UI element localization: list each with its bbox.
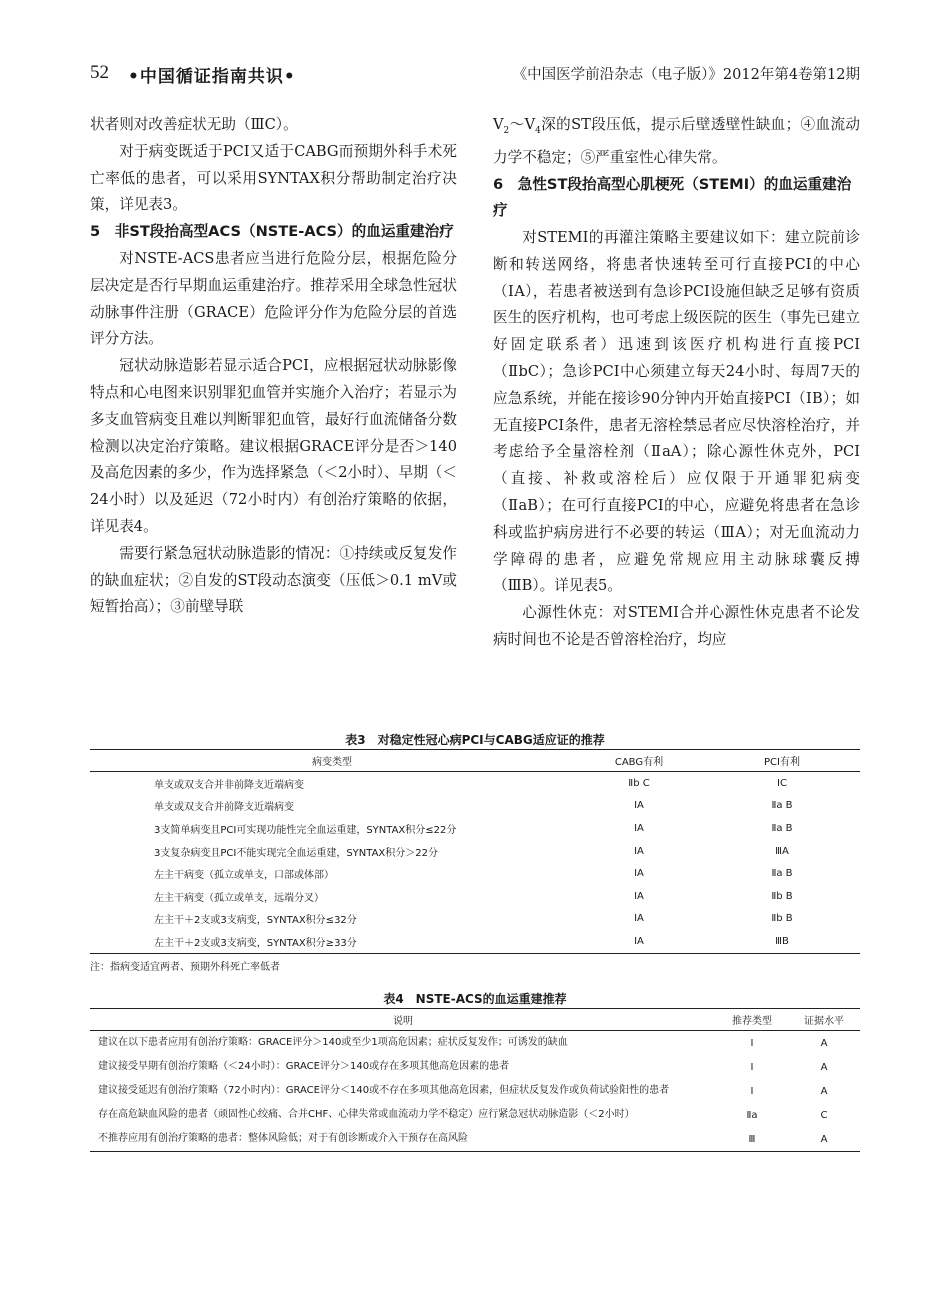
column-header: PCI有利: [764, 757, 800, 768]
column-header: 证据水平: [804, 1016, 844, 1027]
journal-citation: 《中国医学前沿杂志（电子版）》2012年第4卷第12期: [512, 67, 860, 83]
paragraph: 对STEMI的再灌注策略主要建议如下：建立院前诊断和转送网络，将患者快速转至可行直接PCI的中心（ⅠA），若患者被送到有急诊PCI设施但缺乏足够有资质医生的医疗机构，也可考虑上级医院的医生（事先已建立好固定联系者）迅速到该医疗机构进行直接PCI（ⅡbC）；急诊PCI中心须建立每天24小时、每周7天的应急系统，并能在接诊90分钟内开始直接PCI（ⅠB）；如无直接PCI条件，患者无溶栓禁忌者应尽快溶栓治疗，并考虑给予全量溶栓剂（ⅡaA）；除心源性休克外，PCI（直接、补救或溶栓后）应仅限于开通罪犯病变（ⅡaB）；在可行直接PCI的中心，应避免将患者在急诊科或监护病房进行不必要的转运（ⅢA）；对无血流动力学障碍的患者，应避免常规应用主动脉球囊反搏（ⅢB）。详见表5。: [493, 229, 860, 595]
table-row: 左主干＋2支或3支病变，SYNTAX积分≤32分 ⅠA Ⅱb B: [154, 913, 793, 927]
table-row: 存在高危缺血风险的患者（顽固性心绞痛、合并CHF、心律失常或血流动力学不稳定）应行紧急冠状动脉造影（＜2小时） Ⅱa C: [98, 1109, 828, 1121]
paragraph: 对NSTE-ACS患者应当进行危险分层，根据危险分层决定是否行早期血运重建治疗。推荐采用全球急性冠状动脉事件注册（GRACE）危险评分作为危险分层的首选评分方法。: [90, 249, 457, 348]
column-header: 说明: [393, 1016, 413, 1027]
table-row: 建议接受延迟有创治疗策略（72小时内）：GRACE评分＜140或不存在多项其他高危因素，但症状反复发作或负荷试验阳性的患者 Ⅰ A: [98, 1085, 828, 1097]
section-heading-5: 5 非ST段抬高型ACS（NSTE-ACS）的血运重建治疗: [90, 223, 454, 241]
table-note: 注：指病变适宜两者、预期外科死亡率低者: [90, 961, 280, 973]
table-3: [90, 731, 860, 973]
left-column: [90, 112, 457, 621]
table-row: 建议在以下患者应用有创治疗策略：GRACE评分＞140或至少1项高危因素；症状反复发作；可诱发的缺血 Ⅰ A: [98, 1037, 828, 1049]
section-heading-6: 6 急性ST段抬高型心肌梗死（STEMI）的血运重建治疗: [493, 175, 852, 220]
table-caption: 表3 对稳定性冠心病PCI与CABG适应证的推荐: [345, 733, 605, 747]
table-row: 3支简单病变且PCI可实现功能性完全血运重建，SYNTAX积分≤22分 ⅠA Ⅱa B: [154, 822, 793, 836]
right-column: [493, 112, 860, 654]
section-title: •中国循证指南共识•: [128, 67, 296, 87]
column-header: CABG有利: [614, 757, 664, 768]
paragraph: 状者则对改善症状无助（ⅢC）。: [90, 116, 298, 133]
page-number: 52: [90, 62, 109, 83]
paragraph: 对于病变既适于PCI又适于CABG而预期外科手术死亡率低的患者，可以采用SYNTAX积分帮助制定治疗决策，详见表3。: [90, 142, 457, 214]
table-row: 左主干病变（孤立或单支，远端分叉） ⅠA Ⅱb B: [154, 890, 793, 904]
table-header-row: [90, 750, 860, 772]
table-row: 左主干＋2支或3支病变，SYNTAX积分≥33分 ⅠA ⅢB: [90, 930, 860, 953]
column-header: 推荐类型: [732, 1016, 772, 1027]
paragraph: 冠状动脉造影若显示适合PCI，应根据冠状动脉影像特点和心电图来识别罪犯血管并实施介入治疗；若显示为多支血管病变且难以判断罪犯血管，最好行血流储备分数检测以决定治疗策略。建议根据GRACE评分是否＞140及高危因素的多少，作为选择紧急（＜2小时）、早期（＜24小时）以及延迟（72小时内）有创治疗策略的依据，详见表4。: [90, 357, 457, 535]
table-row: 单支或双支合并非前降支近端病变 Ⅱb C ⅠC: [154, 777, 787, 791]
table-header-row: [90, 1009, 860, 1031]
table-row: 3支复杂病变且PCI不能实现完全血运重建，SYNTAX积分＞22分 ⅠA ⅢA: [154, 845, 789, 859]
table-row: 不推荐应用有创治疗策略的患者：整体风险低；对于有创诊断或介入干预存在高风险 Ⅲ A: [90, 1127, 860, 1152]
table-4: [90, 990, 860, 1152]
page-header: [90, 62, 860, 92]
paragraph: 心源性休克：对STEMI合并心源性休克患者不论发病时间也不论是否曾溶栓治疗，均应: [493, 604, 860, 649]
table-caption: 表4 NSTE-ACS的血运重建推荐: [383, 992, 567, 1006]
paragraph: $V_2\sim V_4$深的ST段压低，提示后壁透壁性缺血；④血流动力学不稳定；⑤严重室性心律失常。: [493, 116, 861, 166]
table-row: 单支或双支合并前降支近端病变 ⅠA Ⅱa B: [154, 800, 793, 814]
column-header: 病变类型: [312, 757, 352, 768]
paragraph: 需要行紧急冠状动脉造影的情况：①持续或反复发作的缺血症状；②自发的ST段动态演变（压低＞0.1 mV或短暂抬高）；③前壁导联: [90, 544, 457, 616]
table-row: 左主干病变（孤立或单支，口部或体部） ⅠA Ⅱa B: [154, 868, 793, 882]
table-row: 建议接受早期有创治疗策略（＜24小时）：GRACE评分＞140或存在多项其他高危因素的患者 Ⅰ A: [98, 1061, 828, 1073]
